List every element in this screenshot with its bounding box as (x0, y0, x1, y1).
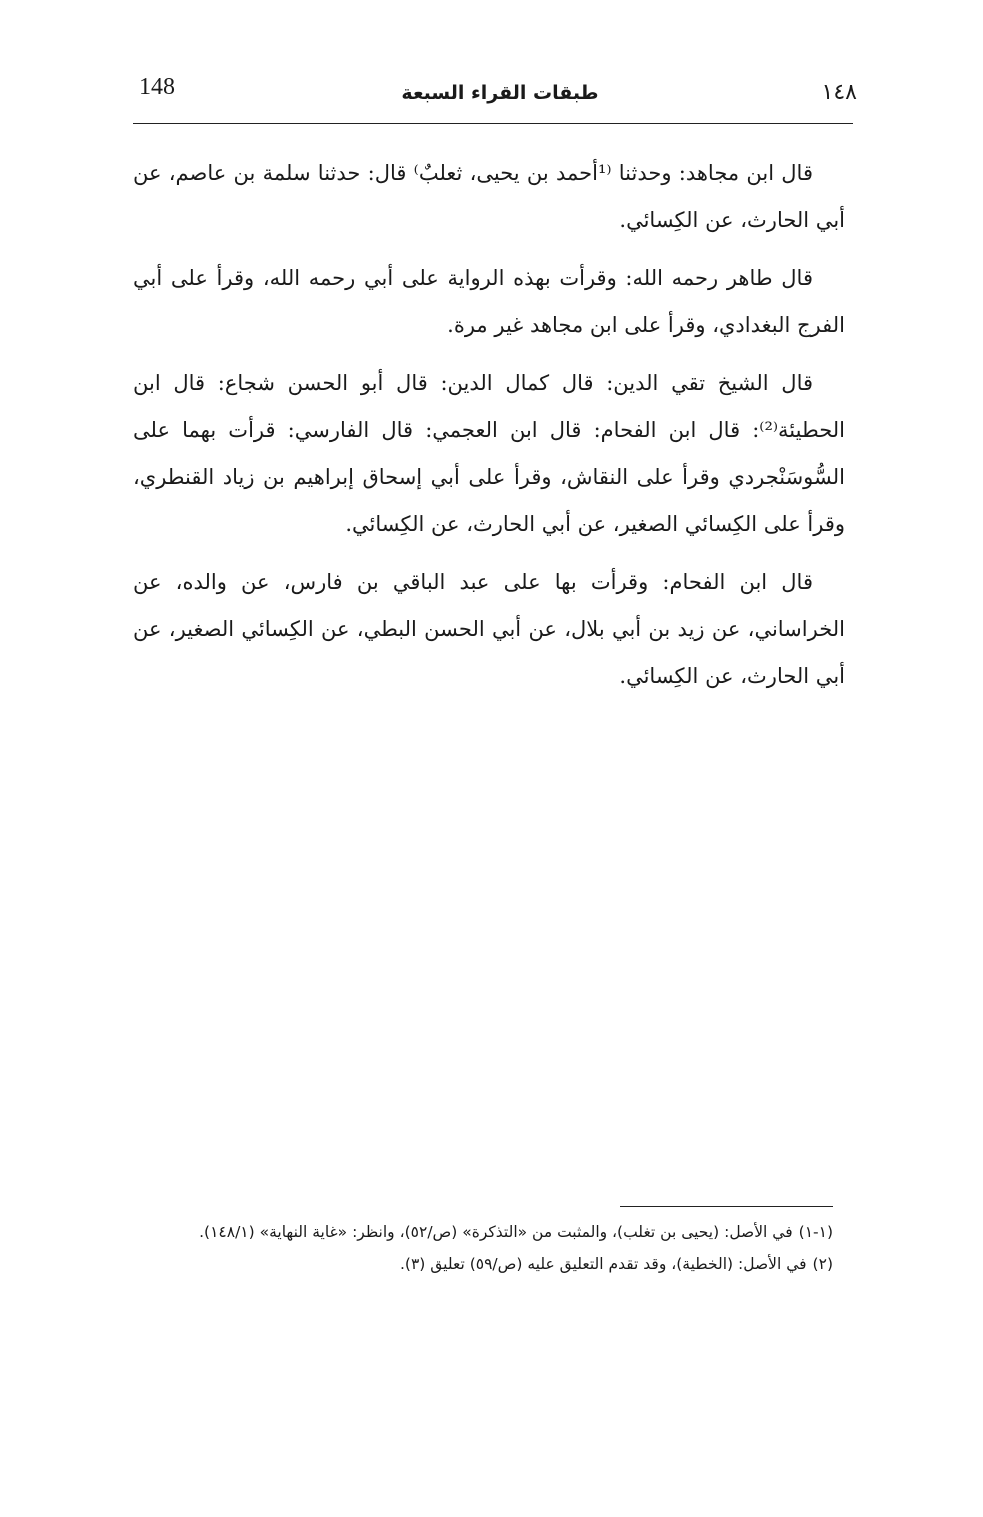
footnote-1 (113, 1216, 833, 1248)
footnotes (113, 1216, 833, 1280)
paragraph-1: قال ابن مجاهد: وحدثنا ⁽¹أحمد بن يحيى، ثعلبٌ⁾ قال: حدثنا سلمة بن عاصم، عن أبي الحارث، عن الكِسائي. (133, 161, 845, 232)
paragraph-2: قال طاهر رحمه الله: وقرأت بهذه الرواية على أبي رحمه الله، وقرأ على أبي الفرج البغدادي، وقرأ على ابن مجاهد غير مرة. (133, 266, 845, 337)
footnote-2 (113, 1248, 833, 1280)
running-title: طبقات القراء السبعة (401, 82, 599, 104)
footnote-text: في الأصل: (الخطية)، وقد تقدم التعليق عليه (ص/٥٩) تعليق (٣). (399, 1255, 807, 1273)
header-rule (133, 123, 853, 124)
paragraph-4: قال ابن الفحام: وقرأت بها على عبد الباقي بن فارس، عن والده، عن الخراساني، عن زيد بن أبي بلال، عن أبي الحسن البطي، عن الكِسائي الصغير، عن أبي الحارث، عن الكِسائي. (133, 570, 845, 688)
paragraph-3: قال الشيخ تقي الدين: قال كمال الدين: قال أبو الحسن شجاع: قال ابن الحطيئة⁽²⁾: قال ابن الفحام: قال ابن العجمي: قال الفارسي: قرأت بهما على السُّوسَنْجردي وقرأ على النقاش، وقرأ على أبي إسحاق إبراهيم بن زياد القنطري، وقرأ على الكِسائي الصغير، عن أبي الحارث، عن الكِسائي. (133, 371, 845, 536)
footnote-rule (620, 1206, 833, 1207)
footnote-marker: (٢) (812, 1255, 833, 1273)
page-number-latin: 148 (139, 74, 175, 100)
footnote-marker: (١-١) (798, 1223, 833, 1241)
main-text (133, 150, 845, 711)
page-number-arabic: ١٤٨ (821, 80, 857, 105)
footnote-text: في الأصل: (يحيى بن تغلب)، والمثبت من «التذكرة» (ص/٥٢)، وانظر: «غاية النهاية» (١٤٨/١). (199, 1223, 793, 1241)
